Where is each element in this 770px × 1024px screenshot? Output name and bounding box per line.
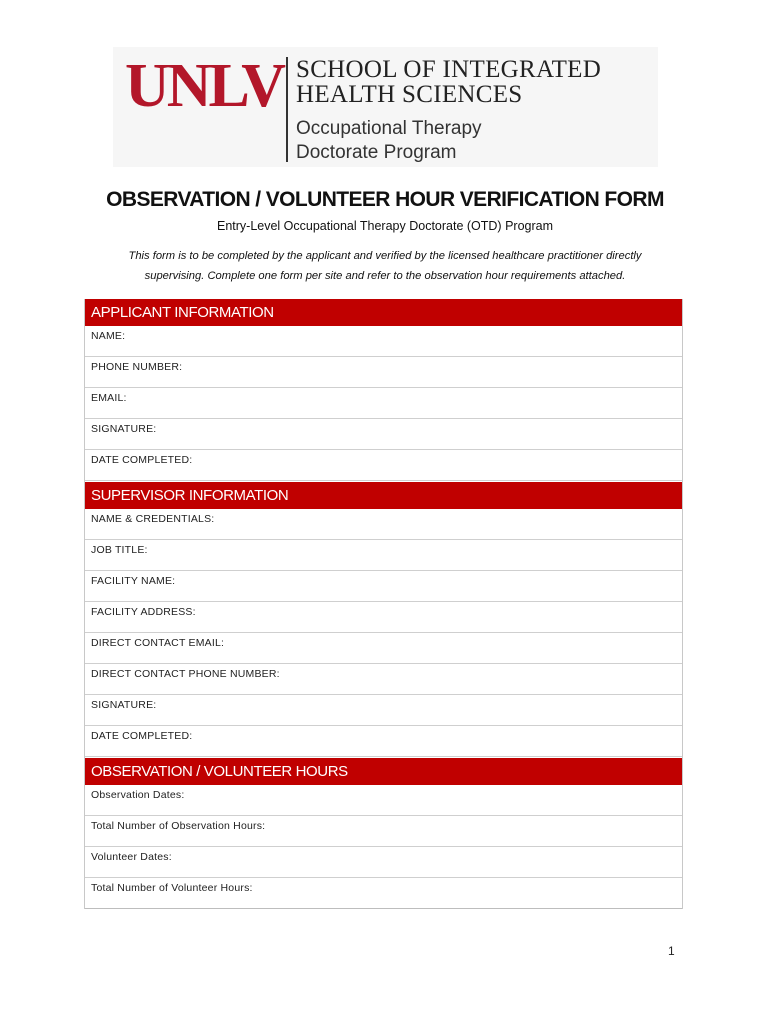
field-supervisor-information-date-completed[interactable]: DATE COMPLETED:: [85, 726, 682, 757]
field-observation-volunteer-hours-observation-dates[interactable]: Observation Dates:: [85, 785, 682, 816]
instructions: [84, 246, 686, 286]
school-name-line-2: HEALTH SCIENCES: [296, 81, 523, 108]
field-applicant-information-signature[interactable]: SIGNATURE:: [85, 419, 682, 450]
school-name-line-1: SCHOOL OF INTEGRATED: [296, 56, 602, 83]
field-supervisor-information-name-credentials[interactable]: NAME & CREDENTIALS:: [85, 509, 682, 540]
field-supervisor-information-facility-name[interactable]: FACILITY NAME:: [85, 571, 682, 602]
logo-divider: [286, 57, 288, 162]
field-applicant-information-email[interactable]: EMAIL:: [85, 388, 682, 419]
program-name-line-2: Doctorate Program: [296, 142, 457, 163]
instructions-line-2: supervising. Complete one form per site and refer to the observation hour requirements attached.: [144, 270, 626, 282]
program-name: [296, 117, 482, 165]
field-observation-volunteer-hours-volunteer-dates[interactable]: Volunteer Dates:: [85, 847, 682, 878]
form-subtitle: Entry-Level Occupational Therapy Doctorate (OTD) Program: [216, 219, 553, 233]
field-applicant-information-date-completed[interactable]: DATE COMPLETED:: [85, 450, 682, 481]
form-title: OBSERVATION / VOLUNTEER HOUR VERIFICATION FORM: [106, 188, 664, 211]
section-header-observation-volunteer-hours: OBSERVATION / VOLUNTEER HOURS: [85, 758, 682, 785]
unlv-wordmark: UNLV: [125, 52, 283, 120]
logo: [113, 47, 658, 167]
program-name-line-1: Occupational Therapy: [296, 118, 482, 139]
field-observation-volunteer-hours-total-number-of-observation-hours[interactable]: Total Number of Observation Hours:: [85, 816, 682, 847]
school-name: [296, 57, 601, 107]
page-number: 1: [668, 944, 675, 958]
field-supervisor-information-direct-contact-email[interactable]: DIRECT CONTACT EMAIL:: [85, 633, 682, 664]
verification-form-table: [84, 299, 683, 909]
field-supervisor-information-facility-address[interactable]: FACILITY ADDRESS:: [85, 602, 682, 633]
field-supervisor-information-direct-contact-phone-number[interactable]: DIRECT CONTACT PHONE NUMBER:: [85, 664, 682, 695]
field-applicant-information-name[interactable]: NAME:: [85, 326, 682, 357]
field-supervisor-information-signature[interactable]: SIGNATURE:: [85, 695, 682, 726]
field-observation-volunteer-hours-total-number-of-volunteer-hours[interactable]: Total Number of Volunteer Hours:: [85, 878, 682, 909]
section-header-applicant-information: APPLICANT INFORMATION: [85, 299, 682, 326]
field-applicant-information-phone-number[interactable]: PHONE NUMBER:: [85, 357, 682, 388]
field-supervisor-information-job-title[interactable]: JOB TITLE:: [85, 540, 682, 571]
instructions-line-1: This form is to be completed by the applicant and verified by the licensed healthcare practitioner directly: [128, 250, 642, 262]
section-header-supervisor-information: SUPERVISOR INFORMATION: [85, 482, 682, 509]
